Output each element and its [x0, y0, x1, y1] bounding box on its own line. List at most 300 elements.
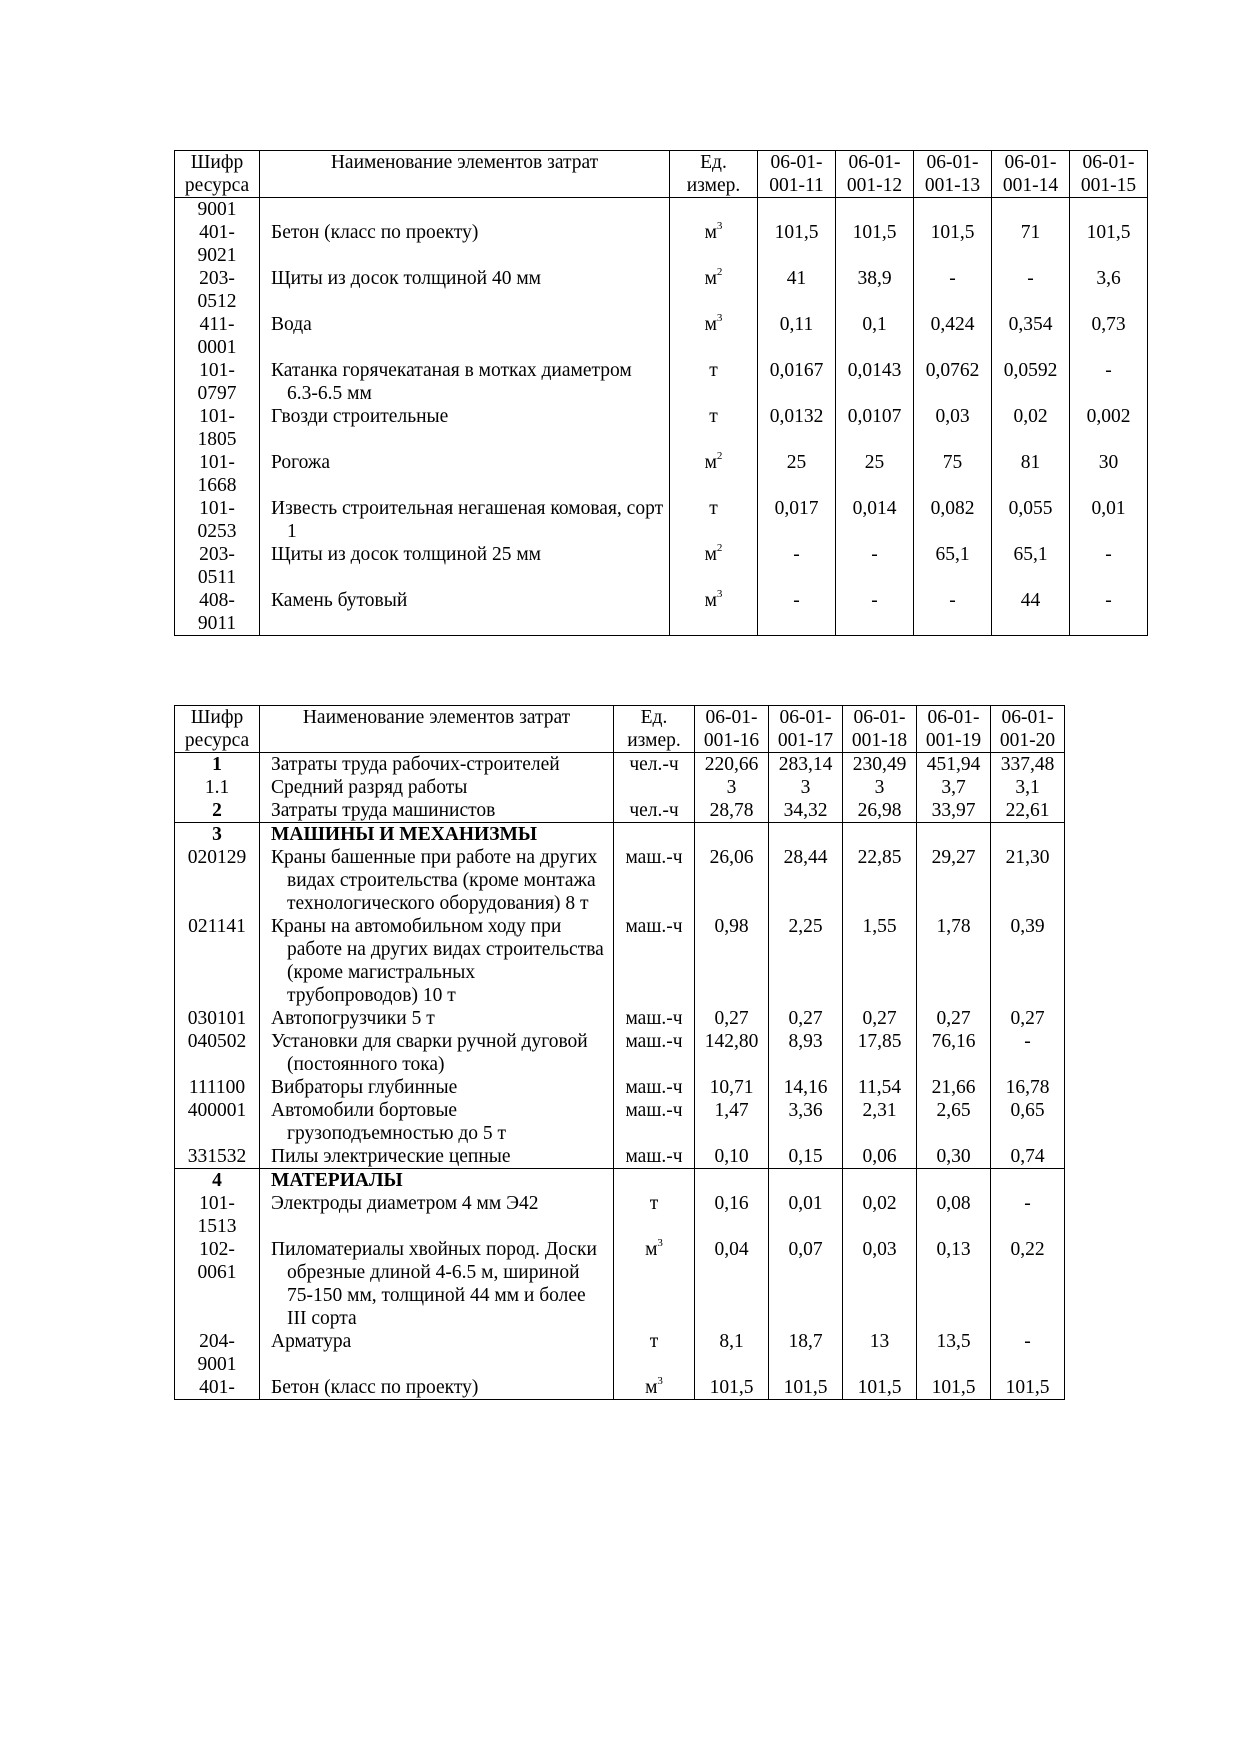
resource-name-text: Электроды диаметром 4 мм Э42 — [271, 1193, 539, 1214]
unit-text: т — [709, 406, 718, 427]
resource-name-text: МАТЕРИАЛЫ — [271, 1170, 403, 1191]
resource-name — [260, 823, 614, 847]
resource-code: 4 — [175, 1169, 260, 1193]
unit-cell — [670, 313, 758, 359]
resource-name-text: Вода — [271, 314, 312, 335]
resource-name — [260, 799, 614, 823]
resource-code: 111100 — [175, 1076, 260, 1099]
value-cell: - — [758, 589, 836, 636]
resource-name-text: Краны башенные при работе на других видах строительства (кроме монтажа технологического оборудования) 8 т — [271, 847, 598, 914]
value-cell: 0,65 — [991, 1099, 1065, 1145]
value-cell: 65,1 — [914, 543, 992, 589]
unit-cell — [614, 753, 695, 777]
resource-code: 203-0512 — [175, 267, 260, 313]
value-cell: 0,1 — [836, 313, 914, 359]
value-cell: - — [914, 589, 992, 636]
value-cell: 101,5 — [914, 221, 992, 267]
unit-cell — [614, 823, 695, 847]
resource-name — [260, 405, 670, 451]
unit-exponent: 2 — [716, 266, 723, 278]
resource-name-text: Бетон (класс по проекту) — [271, 1377, 479, 1398]
resource-code: 400001 — [175, 1099, 260, 1145]
value-cell: 0,03 — [843, 1238, 917, 1330]
unit-text: чел.-ч — [629, 800, 679, 821]
header-unit: Ед. измер. — [614, 706, 695, 753]
table-row — [175, 198, 1148, 222]
unit-text: м — [704, 314, 717, 335]
value-cell — [914, 198, 992, 222]
resource-code: 408-9011 — [175, 589, 260, 636]
unit-cell — [614, 776, 695, 799]
value-cell: 3,1 — [991, 776, 1065, 799]
table-row — [175, 846, 1065, 915]
header-row — [175, 151, 1148, 198]
unit-exponent: 3 — [716, 312, 723, 324]
value-cell: 14,16 — [769, 1076, 843, 1099]
resource-name — [260, 451, 670, 497]
value-cell: 283,14 — [769, 753, 843, 777]
header-col: 06-01-001-20 — [991, 706, 1065, 753]
table-row — [175, 776, 1065, 799]
value-cell: 34,32 — [769, 799, 843, 823]
value-cell: 21,30 — [991, 846, 1065, 915]
resource-name — [260, 1099, 614, 1145]
resource-code: 3 — [175, 823, 260, 847]
table-row — [175, 915, 1065, 1007]
unit-text: м — [704, 590, 717, 611]
value-cell: 0,27 — [769, 1007, 843, 1030]
unit-cell — [670, 198, 758, 222]
resource-code: 101-1805 — [175, 405, 260, 451]
value-cell: 3 — [769, 776, 843, 799]
value-cell: 0,424 — [914, 313, 992, 359]
unit-text: маш.-ч — [625, 916, 683, 937]
value-cell: 3,6 — [1070, 267, 1148, 313]
value-cell — [769, 1169, 843, 1193]
value-cell: - — [1070, 359, 1148, 405]
value-cell: 0,39 — [991, 915, 1065, 1007]
value-cell: 33,97 — [917, 799, 991, 823]
unit-cell — [614, 1169, 695, 1193]
resource-name — [260, 1030, 614, 1076]
value-cell: 0,73 — [1070, 313, 1148, 359]
value-cell: 44 — [992, 589, 1070, 636]
table-row — [175, 497, 1148, 543]
value-cell — [992, 198, 1070, 222]
unit-text: т — [709, 498, 718, 519]
resource-code: 9001 — [175, 198, 260, 222]
value-cell: 3 — [695, 776, 769, 799]
value-cell — [769, 823, 843, 847]
value-cell — [695, 1169, 769, 1193]
resource-code: 020129 — [175, 846, 260, 915]
value-cell: 0,16 — [695, 1192, 769, 1238]
value-cell: 0,055 — [992, 497, 1070, 543]
unit-cell — [614, 1192, 695, 1238]
value-cell: - — [758, 543, 836, 589]
value-cell: 1,78 — [917, 915, 991, 1007]
unit-cell — [614, 1330, 695, 1376]
value-cell: 22,61 — [991, 799, 1065, 823]
unit-text: м — [704, 452, 717, 473]
resource-name — [260, 915, 614, 1007]
value-cell — [695, 823, 769, 847]
resource-name-text: Автопогрузчики 5 т — [271, 1008, 435, 1029]
table-row — [175, 543, 1148, 589]
value-cell: 25 — [836, 451, 914, 497]
unit-exponent: 3 — [716, 220, 723, 232]
resource-name — [260, 1169, 614, 1193]
value-cell: 0,27 — [917, 1007, 991, 1030]
value-cell: 101,5 — [843, 1376, 917, 1400]
resource-code: 2 — [175, 799, 260, 823]
value-cell: 81 — [992, 451, 1070, 497]
resource-code: 401- — [175, 1376, 260, 1400]
value-cell: 0,014 — [836, 497, 914, 543]
value-cell: 0,0762 — [914, 359, 992, 405]
resource-name-text: МАШИНЫ И МЕХАНИЗМЫ — [271, 824, 538, 845]
value-cell: 101,5 — [836, 221, 914, 267]
value-cell: 17,85 — [843, 1030, 917, 1076]
value-cell: 3,36 — [769, 1099, 843, 1145]
unit-cell — [614, 1145, 695, 1169]
value-cell: 0,30 — [917, 1145, 991, 1169]
unit-text: чел.-ч — [629, 754, 679, 775]
value-cell: 0,02 — [843, 1192, 917, 1238]
value-cell: 101,5 — [695, 1376, 769, 1400]
header-unit: Ед. измер. — [670, 151, 758, 198]
value-cell: - — [914, 267, 992, 313]
value-cell: 0,02 — [992, 405, 1070, 451]
header-row — [175, 706, 1065, 753]
unit-cell — [614, 1099, 695, 1145]
resource-code: 401-9021 — [175, 221, 260, 267]
resource-name-text: Пиломатериалы хвойных пород. Доски обрезные длиной 4-6.5 м, шириной 75-150 мм, толщиной 44 мм и более III сорта — [271, 1239, 597, 1329]
unit-text: т — [649, 1331, 659, 1352]
value-cell: - — [991, 1330, 1065, 1376]
header-col: 06-01-001-17 — [769, 706, 843, 753]
resource-name-text: Затраты труда рабочих-строителей — [271, 754, 560, 775]
value-cell: - — [992, 267, 1070, 313]
table-row — [175, 1030, 1065, 1076]
header-col: 06-01-001-15 — [1070, 151, 1148, 198]
value-cell — [917, 1169, 991, 1193]
resource-table-1 — [174, 150, 1148, 636]
resource-name — [260, 776, 614, 799]
value-cell — [843, 1169, 917, 1193]
header-name: Наименование элементов затрат — [260, 706, 614, 753]
unit-cell — [670, 359, 758, 405]
table-row — [175, 1076, 1065, 1099]
header-col: 06-01-001-11 — [758, 151, 836, 198]
value-cell: 1,55 — [843, 915, 917, 1007]
resource-name-text: Гвозди строительные — [271, 406, 449, 427]
value-cell: 76,16 — [917, 1030, 991, 1076]
resource-name-text: Вибраторы глубинные — [271, 1077, 458, 1098]
value-cell: 29,27 — [917, 846, 991, 915]
value-cell — [836, 198, 914, 222]
value-cell: 0,082 — [914, 497, 992, 543]
value-cell: - — [1070, 589, 1148, 636]
resource-table-2 — [174, 705, 1065, 1400]
unit-text: м — [704, 222, 717, 243]
header-col: 06-01-001-13 — [914, 151, 992, 198]
resource-code: 021141 — [175, 915, 260, 1007]
value-cell: 3 — [843, 776, 917, 799]
resource-name — [260, 753, 614, 777]
value-cell: 101,5 — [758, 221, 836, 267]
unit-exponent: 3 — [657, 1375, 663, 1387]
value-cell: 2,31 — [843, 1099, 917, 1145]
unit-cell — [670, 589, 758, 636]
value-cell — [1070, 198, 1148, 222]
value-cell: 0,06 — [843, 1145, 917, 1169]
value-cell — [991, 1169, 1065, 1193]
table-row — [175, 589, 1148, 636]
table-row — [175, 799, 1065, 823]
header-code: Шифр ресурса — [175, 706, 260, 753]
resource-name — [260, 589, 670, 636]
resource-code: 411-0001 — [175, 313, 260, 359]
unit-cell — [614, 1376, 695, 1400]
resource-name-text: Краны на автомобильном ходу при работе на других видах строительства (кроме магистральных трубопроводов) 10 т — [271, 916, 604, 1006]
unit-cell — [614, 1007, 695, 1030]
value-cell: 101,5 — [917, 1376, 991, 1400]
resource-code: 101-0797 — [175, 359, 260, 405]
value-cell: 22,85 — [843, 846, 917, 915]
resource-code: 040502 — [175, 1030, 260, 1076]
resource-name-text: Автомобили бортовые грузоподъемностью до 5 т — [271, 1100, 507, 1144]
resource-name — [260, 267, 670, 313]
value-cell: 1,47 — [695, 1099, 769, 1145]
resource-code: 101-0253 — [175, 497, 260, 543]
resource-name — [260, 1238, 614, 1330]
value-cell: 0,22 — [991, 1238, 1065, 1330]
unit-text: маш.-ч — [625, 847, 683, 868]
resource-name-text: Арматура — [271, 1331, 352, 1352]
table-row — [175, 359, 1148, 405]
value-cell — [991, 823, 1065, 847]
resource-code: 331532 — [175, 1145, 260, 1169]
unit-cell — [670, 543, 758, 589]
value-cell: 26,98 — [843, 799, 917, 823]
header-col: 06-01-001-16 — [695, 706, 769, 753]
value-cell: 0,017 — [758, 497, 836, 543]
resource-name — [260, 1376, 614, 1400]
resource-code: 102-0061 — [175, 1238, 260, 1330]
unit-cell — [614, 915, 695, 1007]
header-col: 06-01-001-12 — [836, 151, 914, 198]
resource-name — [260, 1145, 614, 1169]
resource-name-text: Рогожа — [271, 452, 331, 473]
resource-name-text: Щиты из досок толщиной 25 мм — [271, 544, 542, 565]
value-cell: 230,49 — [843, 753, 917, 777]
value-cell: - — [836, 589, 914, 636]
table-row — [175, 1145, 1065, 1169]
value-cell: 28,78 — [695, 799, 769, 823]
resource-name — [260, 497, 670, 543]
value-cell: 2,25 — [769, 915, 843, 1007]
header-col: 06-01-001-18 — [843, 706, 917, 753]
value-cell: - — [991, 1192, 1065, 1238]
resource-name — [260, 1076, 614, 1099]
resource-code: 1 — [175, 753, 260, 777]
table-row — [175, 753, 1065, 777]
table-row — [175, 1238, 1065, 1330]
table-row — [175, 1007, 1065, 1030]
header-code: Шифр ресурса — [175, 151, 260, 198]
unit-text: маш.-ч — [625, 1146, 683, 1167]
value-cell: 38,9 — [836, 267, 914, 313]
resource-name — [260, 1330, 614, 1376]
value-cell — [843, 823, 917, 847]
value-cell: 0,354 — [992, 313, 1070, 359]
value-cell: 13,5 — [917, 1330, 991, 1376]
value-cell: - — [836, 543, 914, 589]
resource-name-text: Пилы электрические цепные — [271, 1146, 511, 1167]
value-cell: 0,27 — [991, 1007, 1065, 1030]
value-cell: 0,08 — [917, 1192, 991, 1238]
value-cell: 16,78 — [991, 1076, 1065, 1099]
unit-text: маш.-ч — [625, 1031, 683, 1052]
value-cell: 2,65 — [917, 1099, 991, 1145]
unit-text: м — [704, 544, 717, 565]
unit-cell — [670, 405, 758, 451]
resource-name-text: Катанка горячекатаная в мотках диаметром 6.3-6.5 мм — [271, 360, 632, 404]
value-cell: 0,11 — [758, 313, 836, 359]
value-cell: 0,0132 — [758, 405, 836, 451]
resource-name-text: Щиты из досок толщиной 40 мм — [271, 268, 542, 289]
value-cell: 0,03 — [914, 405, 992, 451]
value-cell: 0,0167 — [758, 359, 836, 405]
value-cell: 75 — [914, 451, 992, 497]
value-cell: 13 — [843, 1330, 917, 1376]
unit-text: маш.-ч — [625, 1008, 683, 1029]
resource-name — [260, 1007, 614, 1030]
resource-name — [260, 313, 670, 359]
unit-cell — [614, 846, 695, 915]
resource-name — [260, 198, 670, 222]
resource-name — [260, 221, 670, 267]
value-cell: 0,07 — [769, 1238, 843, 1330]
value-cell: 0,15 — [769, 1145, 843, 1169]
value-cell: 0,002 — [1070, 405, 1148, 451]
value-cell: 0,01 — [1070, 497, 1148, 543]
value-cell: 0,13 — [917, 1238, 991, 1330]
resource-name — [260, 543, 670, 589]
value-cell: 3,7 — [917, 776, 991, 799]
value-cell: 337,48 — [991, 753, 1065, 777]
value-cell: 25 — [758, 451, 836, 497]
unit-text: маш.-ч — [625, 1077, 683, 1098]
header-name: Наименование элементов затрат — [260, 151, 670, 198]
table-row — [175, 405, 1148, 451]
value-cell: 65,1 — [992, 543, 1070, 589]
unit-text: м — [645, 1239, 658, 1260]
value-cell: 0,98 — [695, 915, 769, 1007]
unit-exponent: 3 — [716, 588, 723, 600]
table-row — [175, 221, 1148, 267]
table-row — [175, 1099, 1065, 1145]
value-cell: 8,1 — [695, 1330, 769, 1376]
value-cell: 451,94 — [917, 753, 991, 777]
resource-code: 204-9001 — [175, 1330, 260, 1376]
value-cell: 11,54 — [843, 1076, 917, 1099]
resource-name-text: Известь строительная негашеная комовая, сорт 1 — [271, 498, 664, 542]
unit-text: маш.-ч — [625, 1100, 683, 1121]
resource-code: 030101 — [175, 1007, 260, 1030]
resource-name — [260, 1192, 614, 1238]
value-cell: 8,93 — [769, 1030, 843, 1076]
unit-exponent: 2 — [716, 450, 723, 462]
value-cell: 26,06 — [695, 846, 769, 915]
value-cell: 10,71 — [695, 1076, 769, 1099]
unit-cell — [614, 1076, 695, 1099]
resource-name-text: Камень бутовый — [271, 590, 408, 611]
table-row — [175, 823, 1065, 847]
resource-code: 1.1 — [175, 776, 260, 799]
value-cell: 0,0143 — [836, 359, 914, 405]
unit-text: м — [645, 1377, 658, 1398]
value-cell — [758, 198, 836, 222]
value-cell: 71 — [992, 221, 1070, 267]
resource-name-text: Бетон (класс по проекту) — [271, 222, 479, 243]
resource-name — [260, 359, 670, 405]
resource-name — [260, 846, 614, 915]
table-row — [175, 1192, 1065, 1238]
value-cell: 220,66 — [695, 753, 769, 777]
value-cell: 41 — [758, 267, 836, 313]
value-cell: 18,7 — [769, 1330, 843, 1376]
unit-text: т — [649, 1193, 659, 1214]
value-cell: 101,5 — [991, 1376, 1065, 1400]
header-col: 06-01-001-19 — [917, 706, 991, 753]
unit-text: т — [709, 360, 718, 381]
table-row — [175, 313, 1148, 359]
value-cell: 0,10 — [695, 1145, 769, 1169]
unit-cell — [614, 799, 695, 823]
unit-text: м — [704, 268, 717, 289]
value-cell: 142,80 — [695, 1030, 769, 1076]
value-cell: 28,44 — [769, 846, 843, 915]
value-cell: 0,74 — [991, 1145, 1065, 1169]
unit-cell — [670, 497, 758, 543]
resource-code: 101-1513 — [175, 1192, 260, 1238]
unit-cell — [670, 221, 758, 267]
resource-code: 203-0511 — [175, 543, 260, 589]
header-col: 06-01-001-14 — [992, 151, 1070, 198]
unit-exponent: 2 — [716, 542, 723, 554]
unit-exponent: 3 — [657, 1237, 663, 1249]
unit-cell — [614, 1238, 695, 1330]
resource-code: 101-1668 — [175, 451, 260, 497]
value-cell: 0,0592 — [992, 359, 1070, 405]
value-cell: 21,66 — [917, 1076, 991, 1099]
table-row — [175, 1376, 1065, 1400]
table-row — [175, 1330, 1065, 1376]
value-cell: 0,27 — [843, 1007, 917, 1030]
unit-cell — [670, 451, 758, 497]
unit-cell — [670, 267, 758, 313]
value-cell: 0,27 — [695, 1007, 769, 1030]
value-cell: 0,01 — [769, 1192, 843, 1238]
value-cell — [917, 823, 991, 847]
value-cell: 0,0107 — [836, 405, 914, 451]
resource-name-text: Установки для сварки ручной дуговой (постоянного тока) — [271, 1031, 588, 1075]
value-cell: - — [1070, 543, 1148, 589]
unit-cell — [614, 1030, 695, 1076]
value-cell: 101,5 — [1070, 221, 1148, 267]
